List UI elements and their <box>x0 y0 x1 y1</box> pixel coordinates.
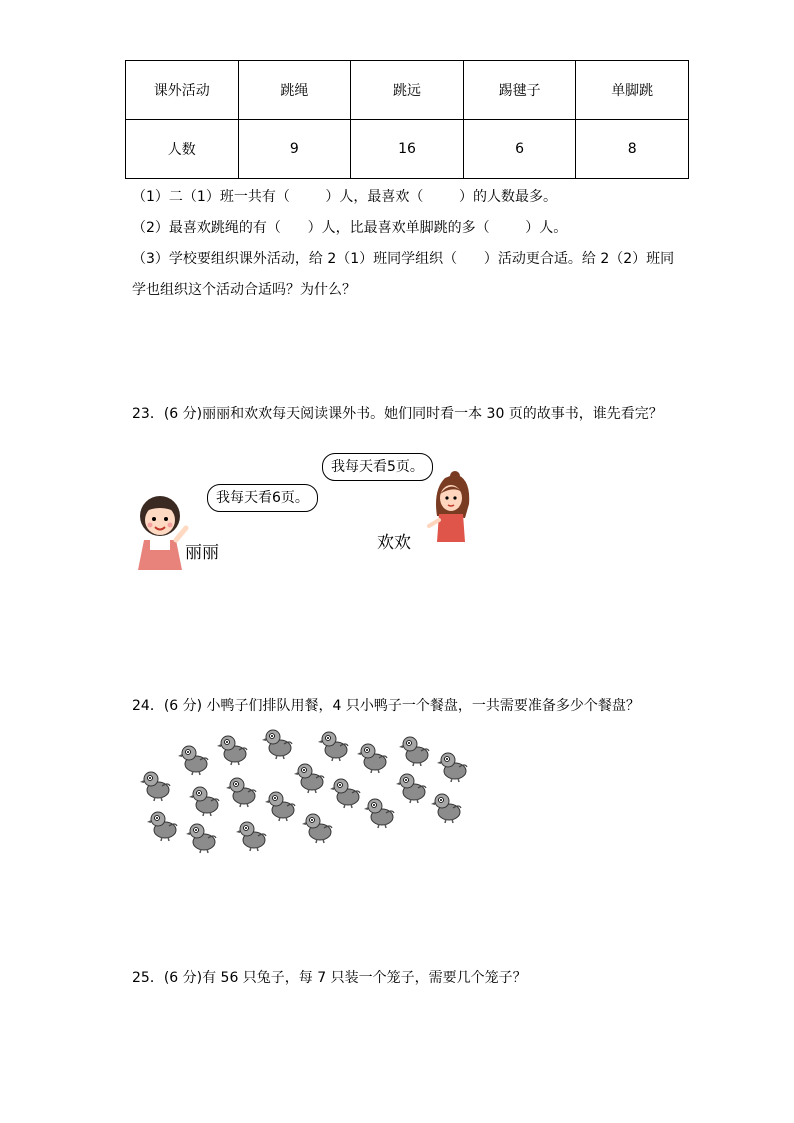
q22-sub3: （3）学校要组织课外活动，给 2（1）班同学组织（ ）活动更合适。给 2（2）班同 <box>132 251 675 267</box>
table-cell: 16 <box>351 120 464 179</box>
q22-sub2: （2）最喜欢跳绳的有（ ）人，比最喜欢单脚跳的多（ ）人。 <box>132 220 568 236</box>
q22-sub1: （1）二（1）班一共有（ ）人，最喜欢（ ）的人数最多。 <box>132 189 558 205</box>
duckling <box>437 749 469 783</box>
duckling <box>262 726 294 760</box>
duckling <box>364 795 396 829</box>
table-cell: 6 <box>463 120 576 179</box>
duckling <box>217 732 249 766</box>
table-cell: 9 <box>238 120 351 179</box>
table-cell: 课外活动 <box>126 61 239 120</box>
duckling <box>140 768 172 802</box>
lili-speech-bubble: 我每天看6页。 <box>207 484 318 512</box>
duckling <box>189 783 221 817</box>
girl-lili-illustration <box>130 488 190 572</box>
duckling <box>399 733 431 767</box>
table-cell: 8 <box>576 120 689 179</box>
duckling <box>147 808 179 842</box>
duckling <box>236 818 268 852</box>
q22-sub3-cont: 学也组织这个活动合适吗？为什么？ <box>132 282 356 298</box>
table-row <box>126 120 689 179</box>
duckling <box>302 810 334 844</box>
duckling <box>357 740 389 774</box>
table-cell: 跳远 <box>351 61 464 120</box>
table-header-row <box>126 61 689 120</box>
duckling <box>226 774 258 808</box>
duckling <box>186 820 218 854</box>
table-cell: 人数 <box>126 120 239 179</box>
duckling <box>330 775 362 809</box>
table-cell: 踢毽子 <box>463 61 576 120</box>
question-23: 23．(6 分)丽丽和欢欢每天阅读课外书。她们同时看一本 30 页的故事书，谁先看完？ <box>132 406 663 422</box>
duckling <box>431 790 463 824</box>
huanhuan-name-label: 欢欢 <box>377 533 411 553</box>
duckling <box>294 760 326 794</box>
girl-huanhuan-illustration <box>425 470 477 544</box>
table-cell: 跳绳 <box>238 61 351 120</box>
duckling <box>178 742 210 776</box>
duckling <box>265 788 297 822</box>
duckling <box>396 770 428 804</box>
question-24: 24．(6 分) 小鸭子们排队用餐，4 只小鸭子一个餐盘，一共需要准备多少个餐盘？ <box>132 698 640 714</box>
huanhuan-speech-bubble: 我每天看5页。 <box>322 453 433 481</box>
activity-table <box>125 60 689 179</box>
duckling <box>318 728 350 762</box>
lili-name-label: 丽丽 <box>185 543 219 563</box>
question-25: 25．(6 分)有 56 只兔子，每 7 只装一个笼子，需要几个笼子？ <box>132 970 527 986</box>
table-cell: 单脚跳 <box>576 61 689 120</box>
